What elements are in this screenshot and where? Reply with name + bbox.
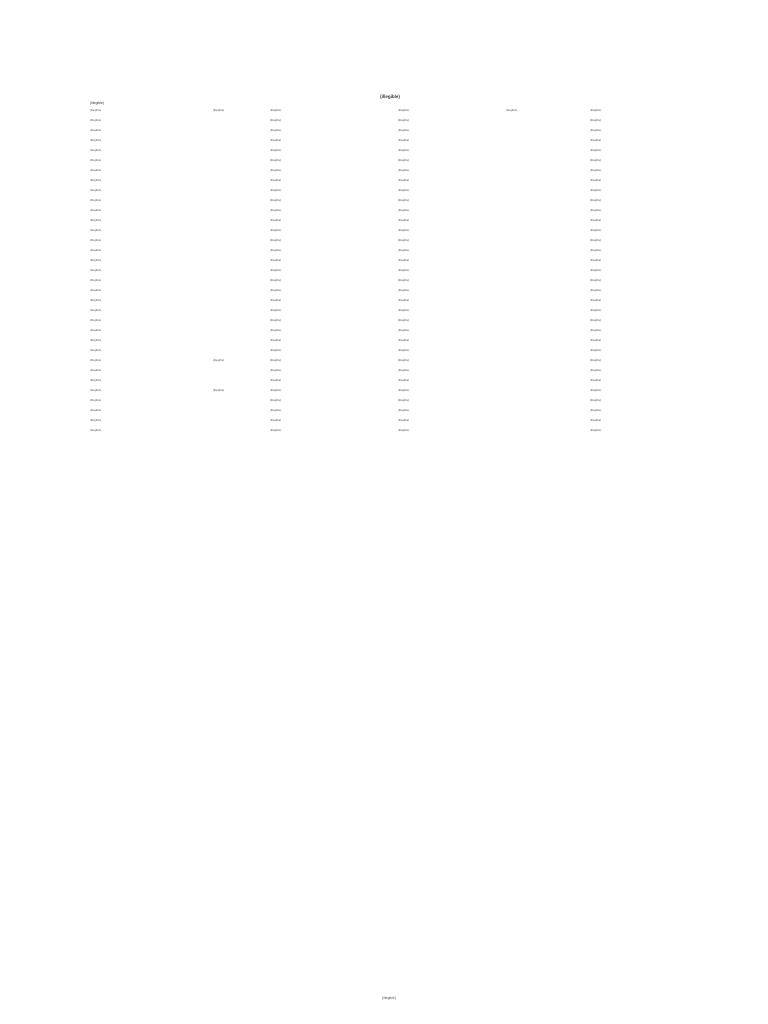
table-cell: [213, 139, 270, 149]
table-cell: [213, 289, 270, 299]
table-cell: (illegible): [590, 159, 602, 162]
table-cell: [213, 329, 270, 339]
table-cell: (illegible): [590, 239, 602, 242]
table-cell: (illegible): [90, 369, 102, 372]
table-cell: [506, 319, 590, 329]
table-cell: (illegible): [398, 129, 410, 132]
table-cell: [506, 409, 590, 419]
table-cell: (illegible): [398, 299, 410, 302]
table-cell: (illegible): [398, 109, 410, 112]
table-cell: (illegible): [398, 159, 410, 162]
table-cell: (illegible): [270, 189, 282, 192]
table-cell: (illegible): [590, 249, 602, 252]
table-cell: [506, 339, 590, 349]
table-cell: [506, 349, 590, 359]
table-cell: (illegible): [90, 239, 102, 242]
table-cell: [213, 189, 270, 199]
table-cell: (illegible): [398, 339, 410, 342]
table-cell: (illegible): [90, 189, 102, 192]
table-cell: (illegible): [590, 139, 602, 142]
table-row: [90, 399, 690, 409]
table-cell: [213, 419, 270, 429]
table-cell: (illegible): [90, 129, 102, 132]
table-cell: [506, 289, 590, 299]
table-row: [90, 359, 690, 369]
table-cell: [213, 319, 270, 329]
table-cell: (illegible): [590, 339, 602, 342]
table-cell: (illegible): [590, 319, 602, 322]
table-cell: [506, 309, 590, 319]
table-cell: [213, 409, 270, 419]
table-cell: [506, 269, 590, 279]
table-cell: (illegible): [90, 219, 102, 222]
table-cell: [506, 359, 590, 369]
table-row: [90, 299, 690, 309]
table-cell: (illegible): [270, 199, 282, 202]
table-cell: (illegible): [398, 269, 410, 272]
table-cell: (illegible): [590, 329, 602, 332]
table-cell: (illegible): [270, 139, 282, 142]
table-cell: (illegible): [398, 119, 410, 122]
table-cell: [213, 149, 270, 159]
table-cell: [506, 379, 590, 389]
table-row: [90, 419, 690, 429]
table-cell: (illegible): [90, 329, 102, 332]
table-cell: (illegible): [270, 109, 282, 112]
table-cell: (illegible): [90, 419, 102, 422]
table-cell: [506, 329, 590, 339]
table-cell: (illegible): [590, 169, 602, 172]
table-cell: (illegible): [398, 399, 410, 402]
table-row: [90, 109, 690, 119]
table-cell: (illegible): [270, 169, 282, 172]
table-cell: (illegible): [590, 229, 602, 232]
table-cell: (illegible): [590, 429, 602, 432]
table-cell: [506, 149, 590, 159]
table-cell: (illegible): [398, 419, 410, 422]
table-cell: (illegible): [213, 109, 225, 112]
table-cell: (illegible): [270, 369, 282, 372]
table-cell: [506, 189, 590, 199]
table-cell: [213, 349, 270, 359]
table-cell: [213, 299, 270, 309]
table-cell: (illegible): [90, 309, 102, 312]
table-cell: (illegible): [90, 159, 102, 162]
table-cell: [506, 369, 590, 379]
table-cell: (illegible): [590, 389, 602, 392]
table-cell: (illegible): [590, 419, 602, 422]
table-cell: (illegible): [398, 239, 410, 242]
sheet-title: (illegible): [380, 94, 400, 99]
table-row: [90, 199, 690, 209]
table-cell: [213, 169, 270, 179]
table-cell: [213, 429, 270, 439]
table-cell: (illegible): [590, 369, 602, 372]
table-cell: [213, 309, 270, 319]
table-cell: [213, 379, 270, 389]
table-cell: (illegible): [398, 149, 410, 152]
table-cell: (illegible): [270, 399, 282, 402]
table-cell: [506, 239, 590, 249]
table-row: [90, 189, 690, 199]
table-cell: (illegible): [398, 189, 410, 192]
table-cell: [213, 399, 270, 409]
data-table: [90, 109, 690, 439]
table-cell: (illegible): [90, 379, 102, 382]
table-row: [90, 169, 690, 179]
table-cell: [213, 249, 270, 259]
table-row: [90, 259, 690, 269]
table-cell: (illegible): [590, 209, 602, 212]
table-cell: (illegible): [90, 279, 102, 282]
table-row: [90, 289, 690, 299]
spreadsheet-page: [90, 94, 690, 439]
table-row: [90, 429, 690, 439]
table-cell: (illegible): [590, 219, 602, 222]
table-cell: (illegible): [506, 109, 518, 112]
table-cell: [506, 299, 590, 309]
table-row: [90, 139, 690, 149]
table-cell: (illegible): [398, 259, 410, 262]
table-cell: [213, 159, 270, 169]
table-cell: [506, 139, 590, 149]
table-cell: (illegible): [398, 369, 410, 372]
table-cell: (illegible): [90, 349, 102, 352]
table-cell: [213, 199, 270, 209]
table-cell: (illegible): [90, 269, 102, 272]
table-cell: (illegible): [270, 179, 282, 182]
table-cell: (illegible): [398, 229, 410, 232]
table-cell: [506, 169, 590, 179]
table-cell: (illegible): [398, 139, 410, 142]
table-cell: [213, 229, 270, 239]
table-cell: (illegible): [270, 269, 282, 272]
table-cell: (illegible): [398, 329, 410, 332]
table-cell: [213, 339, 270, 349]
table-cell: (illegible): [398, 379, 410, 382]
table-row: [90, 219, 690, 229]
table-cell: [506, 159, 590, 169]
table-cell: (illegible): [90, 399, 102, 402]
table-row: [90, 179, 690, 189]
table-row: [90, 329, 690, 339]
table-cell: (illegible): [90, 119, 102, 122]
table-cell: [506, 429, 590, 439]
table-cell: [506, 199, 590, 209]
table-cell: (illegible): [590, 309, 602, 312]
table-cell: [213, 259, 270, 269]
table-cell: (illegible): [590, 119, 602, 122]
table-cell: (illegible): [590, 199, 602, 202]
table-cell: (illegible): [90, 149, 102, 152]
table-cell: (illegible): [270, 259, 282, 262]
table-row: [90, 349, 690, 359]
table-cell: (illegible): [590, 149, 602, 152]
table-cell: (illegible): [270, 319, 282, 322]
table-cell: (illegible): [590, 299, 602, 302]
table-cell: (illegible): [398, 409, 410, 412]
table-cell: (illegible): [270, 329, 282, 332]
table-cell: (illegible): [270, 309, 282, 312]
table-cell: [213, 269, 270, 279]
page-number: (illegible): [382, 996, 397, 1000]
table-row: [90, 389, 690, 399]
table-cell: (illegible): [398, 219, 410, 222]
table-cell: [506, 419, 590, 429]
table-cell: (illegible): [90, 169, 102, 172]
table-cell: [506, 399, 590, 409]
table-cell: (illegible): [90, 249, 102, 252]
table-row: [90, 149, 690, 159]
table-row: [90, 339, 690, 349]
table-row: [90, 319, 690, 329]
table-cell: (illegible): [270, 359, 282, 362]
table-cell: (illegible): [398, 279, 410, 282]
table-cell: (illegible): [213, 359, 225, 362]
table-cell: [213, 209, 270, 219]
table-cell: (illegible): [90, 229, 102, 232]
table-cell: (illegible): [90, 299, 102, 302]
table-cell: (illegible): [398, 179, 410, 182]
table-row: [90, 119, 690, 129]
table-cell: (illegible): [90, 409, 102, 412]
table-cell: [506, 129, 590, 139]
table-cell: [506, 219, 590, 229]
table-cell: (illegible): [398, 309, 410, 312]
table-cell: (illegible): [90, 289, 102, 292]
table-cell: (illegible): [90, 359, 102, 362]
table-row: [90, 269, 690, 279]
table-row: [90, 379, 690, 389]
table-cell: (illegible): [90, 319, 102, 322]
table-cell: [506, 279, 590, 289]
table-cell: (illegible): [213, 389, 225, 392]
table-cell: (illegible): [590, 189, 602, 192]
table-cell: (illegible): [270, 249, 282, 252]
table-cell: (illegible): [398, 429, 410, 432]
table-cell: [213, 179, 270, 189]
table-cell: [213, 239, 270, 249]
table-cell: [506, 229, 590, 239]
table-cell: (illegible): [90, 209, 102, 212]
table-cell: (illegible): [590, 379, 602, 382]
table-cell: (illegible): [398, 389, 410, 392]
table-cell: (illegible): [270, 159, 282, 162]
table-cell: (illegible): [270, 129, 282, 132]
table-cell: (illegible): [590, 259, 602, 262]
table-cell: (illegible): [270, 239, 282, 242]
table-cell: (illegible): [270, 409, 282, 412]
table-cell: (illegible): [398, 349, 410, 352]
table-cell: (illegible): [270, 119, 282, 122]
table-cell: (illegible): [590, 179, 602, 182]
table-cell: [506, 259, 590, 269]
table-row: [90, 309, 690, 319]
table-row: [90, 369, 690, 379]
table-cell: [506, 179, 590, 189]
table-row: [90, 249, 690, 259]
table-cell: [506, 249, 590, 259]
table-cell: (illegible): [398, 169, 410, 172]
table-cell: (illegible): [398, 289, 410, 292]
table-cell: (illegible): [398, 199, 410, 202]
table-cell: (illegible): [270, 149, 282, 152]
table-row: [90, 409, 690, 419]
table-cell: (illegible): [270, 429, 282, 432]
table-cell: [506, 389, 590, 399]
table-cell: (illegible): [590, 399, 602, 402]
table-cell: (illegible): [398, 209, 410, 212]
table-cell: (illegible): [90, 259, 102, 262]
table-cell: [213, 369, 270, 379]
table-cell: (illegible): [90, 139, 102, 142]
table-cell: [213, 129, 270, 139]
table-cell: (illegible): [270, 279, 282, 282]
table-cell: [213, 119, 270, 129]
table-cell: (illegible): [270, 349, 282, 352]
table-cell: [213, 219, 270, 229]
table-cell: (illegible): [270, 339, 282, 342]
table-cell: (illegible): [590, 129, 602, 132]
table-cell: (illegible): [590, 279, 602, 282]
table-row: [90, 239, 690, 249]
table-cell: [506, 209, 590, 219]
table-cell: (illegible): [90, 199, 102, 202]
table-cell: (illegible): [90, 429, 102, 432]
table-cell: (illegible): [590, 109, 602, 112]
table-cell: (illegible): [270, 219, 282, 222]
table-cell: (illegible): [590, 289, 602, 292]
table-cell: (illegible): [398, 359, 410, 362]
table-cell: (illegible): [398, 319, 410, 322]
table-cell: (illegible): [590, 409, 602, 412]
table-row: [90, 129, 690, 139]
table-cell: (illegible): [270, 389, 282, 392]
table-row: [90, 209, 690, 219]
table-cell: (illegible): [90, 339, 102, 342]
table-cell: (illegible): [590, 349, 602, 352]
table-cell: (illegible): [270, 419, 282, 422]
table-cell: (illegible): [270, 289, 282, 292]
table-cell: (illegible): [90, 109, 102, 112]
table-row: [90, 159, 690, 169]
table-cell: (illegible): [270, 229, 282, 232]
table-row: [90, 229, 690, 239]
table-cell: (illegible): [270, 299, 282, 302]
table-cell: (illegible): [590, 269, 602, 272]
table-cell: (illegible): [270, 379, 282, 382]
table-cell: (illegible): [398, 249, 410, 252]
table-cell: (illegible): [90, 179, 102, 182]
table-cell: [506, 119, 590, 129]
table-cell: [213, 279, 270, 289]
sheet-intro-text: (illegible): [90, 101, 105, 105]
table-cell: (illegible): [590, 359, 602, 362]
table-cell: (illegible): [270, 209, 282, 212]
table-cell: (illegible): [90, 389, 102, 392]
table-row: [90, 279, 690, 289]
